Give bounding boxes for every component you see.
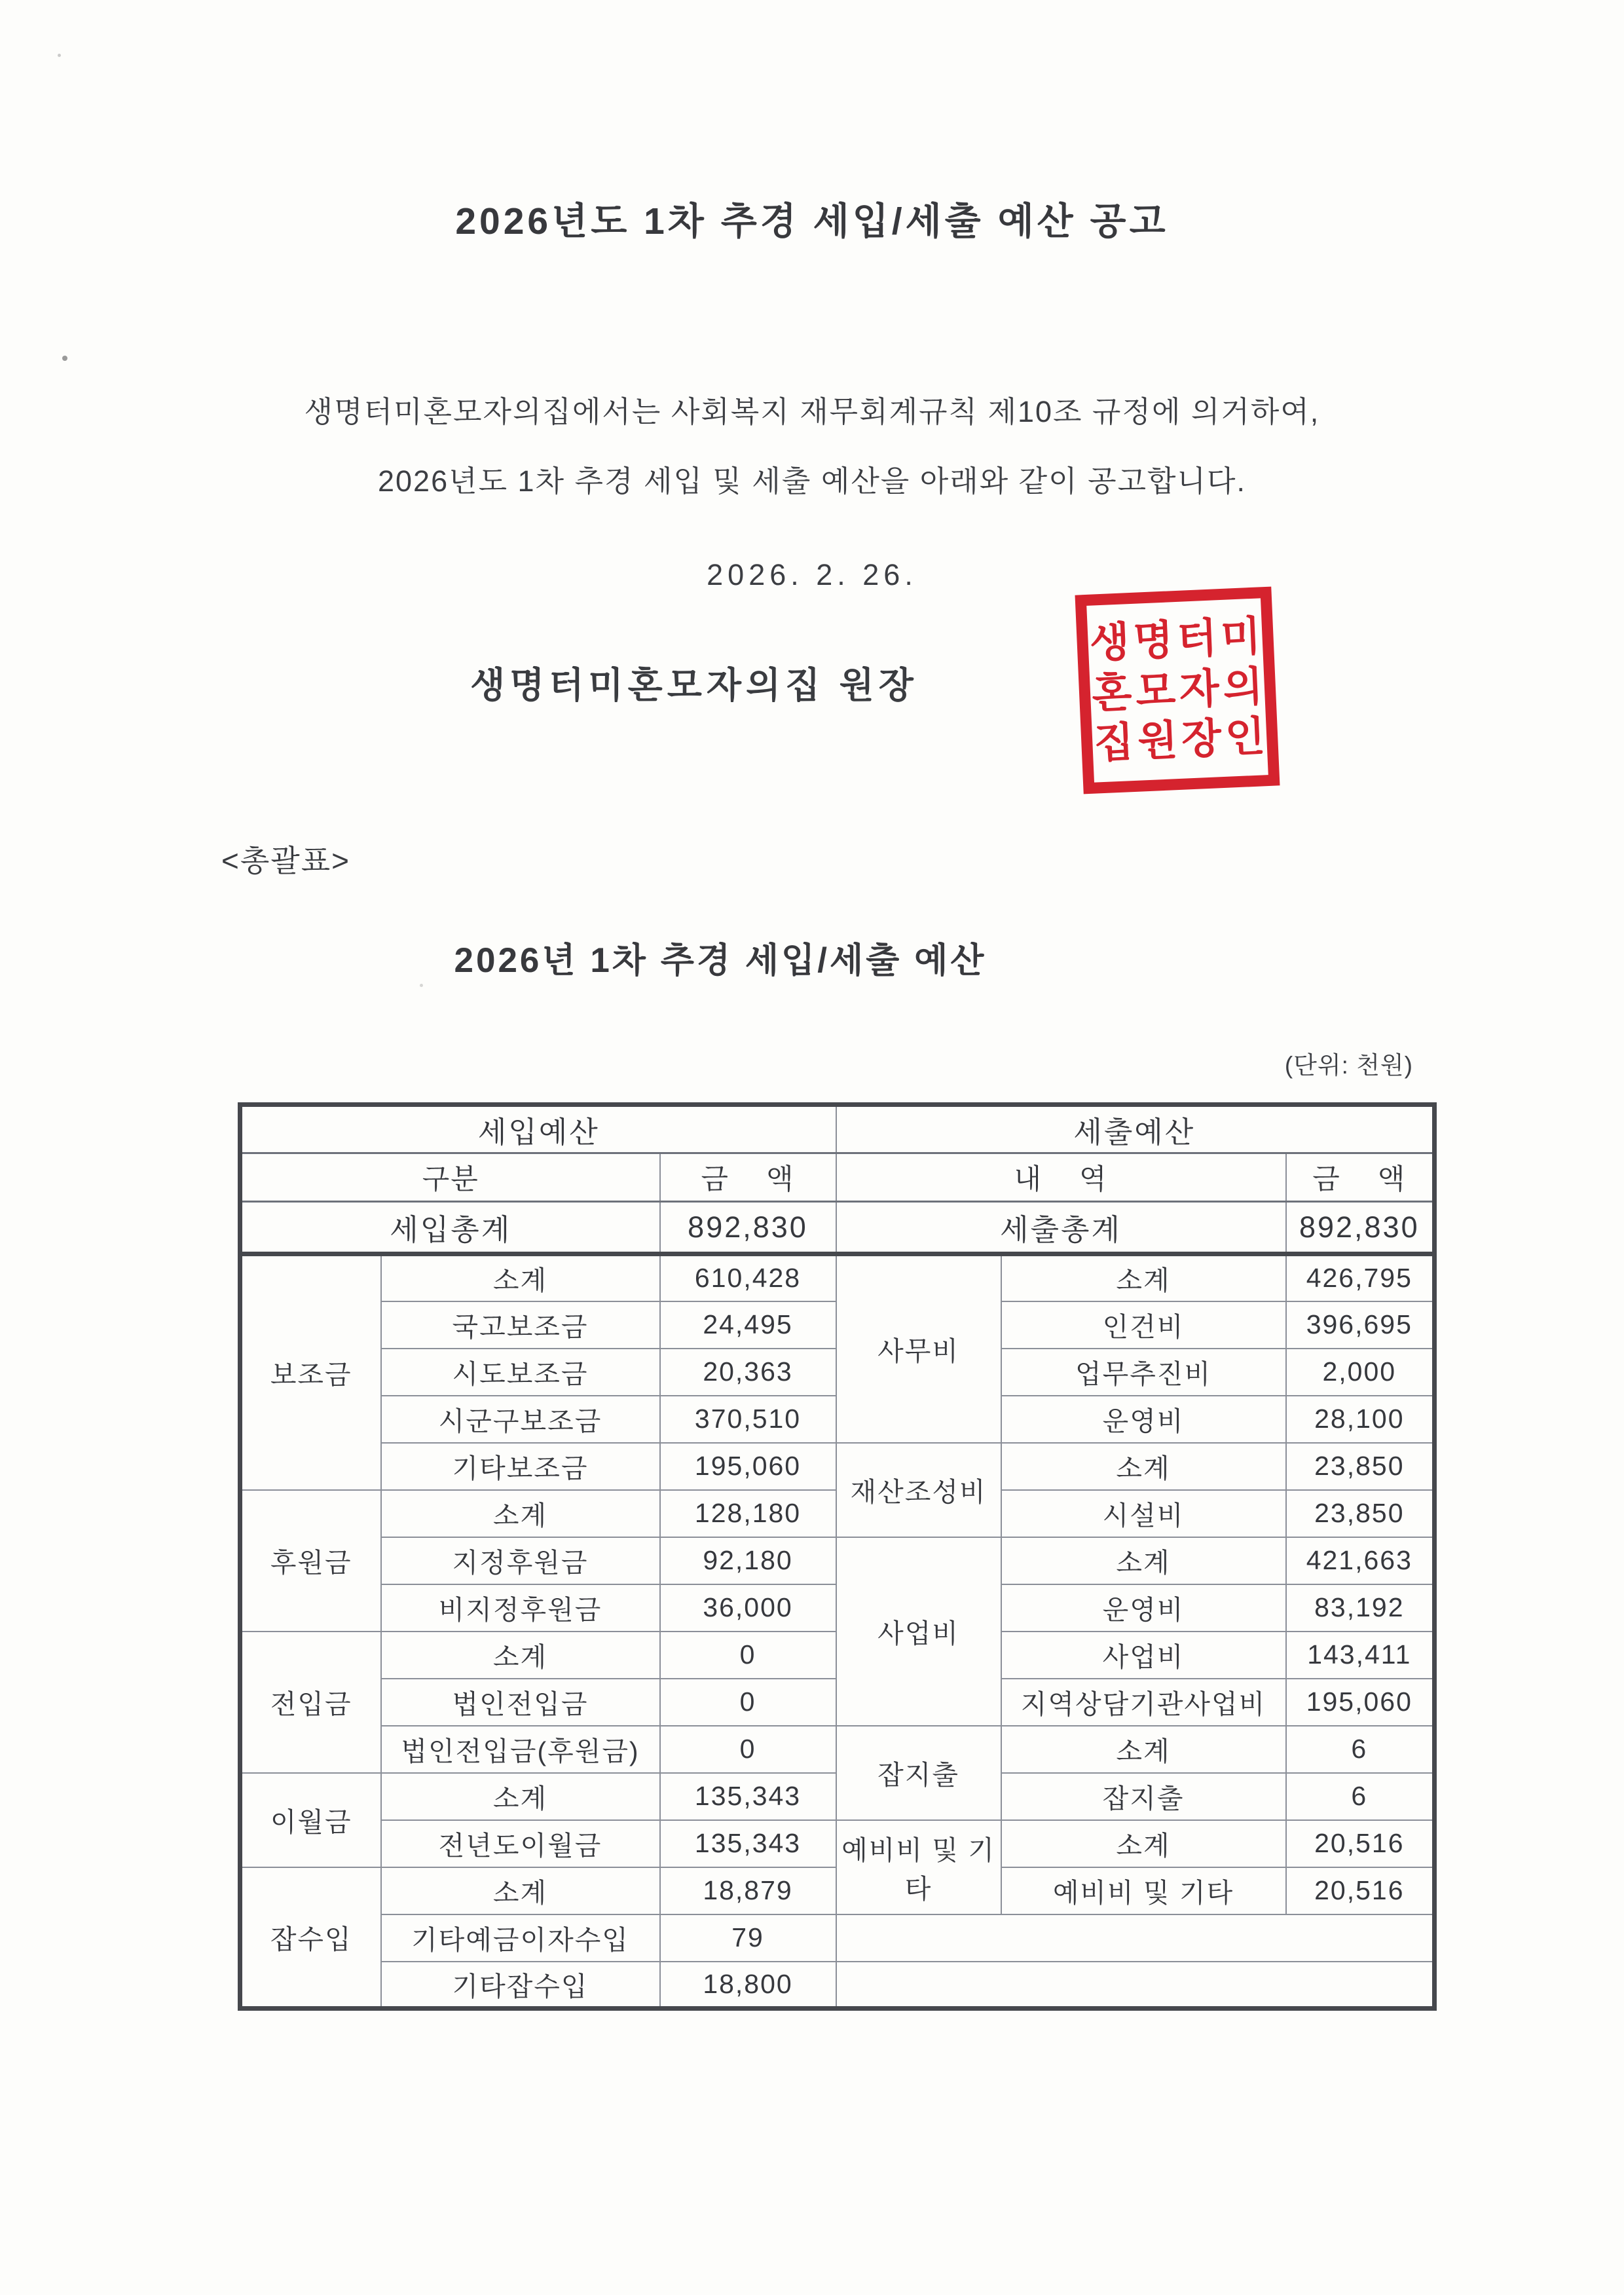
- expense-amount-cell: 421,663: [1286, 1537, 1435, 1584]
- revenue-amount-cell: 92,180: [660, 1537, 836, 1584]
- revenue-category-header: 구분: [240, 1153, 660, 1202]
- revenue-total-value: 892,830: [660, 1202, 836, 1254]
- expense-item-cell: 소계: [1001, 1820, 1286, 1867]
- revenue-item-cell: 전년도이월금: [381, 1820, 660, 1867]
- revenue-amount-cell: 79: [660, 1914, 836, 1962]
- expense-item-cell: 잡지출: [1001, 1773, 1286, 1820]
- revenue-item-cell: 국고보조금: [381, 1301, 660, 1349]
- expense-empty-cell: [836, 1962, 1435, 2009]
- table-row: [240, 1537, 1435, 1584]
- revenue-amount-cell: 0: [660, 1726, 836, 1773]
- revenue-amount-header: 금 액: [660, 1153, 836, 1202]
- signature-line: 생명터미혼모자의집 원장: [470, 665, 918, 705]
- revenue-amount-cell: 128,180: [660, 1490, 836, 1537]
- expense-amount-cell: 426,795: [1286, 1254, 1435, 1301]
- expense-item-cell: 지역상담기관사업비: [1001, 1679, 1286, 1726]
- revenue-item-cell: 시도보조금: [381, 1349, 660, 1396]
- expense-item-cell: 소계: [1001, 1254, 1286, 1301]
- expense-group-cell: 재산조성비: [836, 1443, 1001, 1537]
- revenue-group-cell: 보조금: [240, 1254, 381, 1490]
- expense-item-cell: 시설비: [1001, 1490, 1286, 1537]
- official-seal-stamp: [1075, 587, 1280, 794]
- revenue-amount-cell: 135,343: [660, 1773, 836, 1820]
- stamp-text-row: 생명터미: [1088, 613, 1266, 667]
- table-title: 2026년 1차 추경 세입/세출 예산: [454, 941, 987, 980]
- expense-amount-cell: 6: [1286, 1773, 1435, 1820]
- expense-detail-header: 내 역: [836, 1153, 1286, 1202]
- expense-item-cell: 운영비: [1001, 1396, 1286, 1443]
- table-row: [240, 1726, 1435, 1773]
- revenue-amount-cell: 610,428: [660, 1254, 836, 1301]
- revenue-group-cell: 이월금: [240, 1773, 381, 1867]
- table-row: [240, 1962, 1435, 2009]
- revenue-amount-cell: 20,363: [660, 1349, 836, 1396]
- scan-speck: [420, 984, 423, 987]
- expense-amount-cell: 23,850: [1286, 1490, 1435, 1537]
- revenue-amount-cell: 0: [660, 1632, 836, 1679]
- table-row: [240, 1914, 1435, 1962]
- revenue-amount-cell: 195,060: [660, 1443, 836, 1490]
- expense-empty-cell: [836, 1914, 1435, 1962]
- expense-section-header: 세출예산: [836, 1105, 1435, 1153]
- stamp-text-row: 집원장인: [1093, 713, 1270, 767]
- revenue-group-cell: 전입금: [240, 1632, 381, 1773]
- expense-amount-cell: 20,516: [1286, 1867, 1435, 1914]
- revenue-item-cell: 소계: [381, 1632, 660, 1679]
- unit-label: (단위: 천원): [1284, 1052, 1413, 1079]
- expense-item-cell: 업무추진비: [1001, 1349, 1286, 1396]
- revenue-item-cell: 소계: [381, 1867, 660, 1914]
- revenue-total-label: 세입총계: [240, 1202, 660, 1254]
- expense-item-cell: 운영비: [1001, 1584, 1286, 1632]
- revenue-section-header: 세입예산: [240, 1105, 836, 1153]
- revenue-amount-cell: 135,343: [660, 1820, 836, 1867]
- revenue-amount-cell: 370,510: [660, 1396, 836, 1443]
- revenue-item-cell: 기타보조금: [381, 1443, 660, 1490]
- expense-item-cell: 소계: [1001, 1537, 1286, 1584]
- expense-amount-header: 금 액: [1286, 1153, 1435, 1202]
- expense-group-cell: 예비비 및 기타: [836, 1820, 1001, 1914]
- summary-section-label: <총괄표>: [221, 844, 351, 878]
- expense-group-cell: 사무비: [836, 1254, 1001, 1443]
- revenue-item-cell: 소계: [381, 1773, 660, 1820]
- expense-item-cell: 예비비 및 기타: [1001, 1867, 1286, 1914]
- body-paragraph-line-1: 생명터미혼모자의집에서는 사회복지 재무회계규칙 제10조 규정에 의거하여,: [304, 395, 1320, 428]
- expense-amount-cell: 20,516: [1286, 1820, 1435, 1867]
- table-row: [240, 1443, 1435, 1490]
- table-row: [240, 1254, 1435, 1301]
- revenue-item-cell: 기타잡수입: [381, 1962, 660, 2009]
- expense-total-label: 세출총계: [836, 1202, 1286, 1254]
- expense-amount-cell: 23,850: [1286, 1443, 1435, 1490]
- revenue-amount-cell: 36,000: [660, 1584, 836, 1632]
- expense-amount-cell: 28,100: [1286, 1396, 1435, 1443]
- revenue-amount-cell: 0: [660, 1679, 836, 1726]
- expense-item-cell: 인건비: [1001, 1301, 1286, 1349]
- revenue-item-cell: 소계: [381, 1490, 660, 1537]
- revenue-group-cell: 후원금: [240, 1490, 381, 1632]
- expense-group-cell: 잡지출: [836, 1726, 1001, 1820]
- expense-group-cell: 사업비: [836, 1537, 1001, 1726]
- expense-amount-cell: 143,411: [1286, 1632, 1435, 1679]
- revenue-item-cell: 소계: [381, 1254, 660, 1301]
- expense-item-cell: 소계: [1001, 1443, 1286, 1490]
- scan-speck: [58, 54, 61, 57]
- expense-item-cell: 소계: [1001, 1726, 1286, 1773]
- budget-summary-table: [238, 1102, 1437, 2011]
- table-row: [240, 1820, 1435, 1867]
- expense-amount-cell: 195,060: [1286, 1679, 1435, 1726]
- revenue-group-cell: 잡수입: [240, 1867, 381, 2009]
- scan-speck: [62, 356, 67, 361]
- announcement-date: 2026. 2. 26.: [707, 558, 917, 591]
- expense-amount-cell: 396,695: [1286, 1301, 1435, 1349]
- revenue-amount-cell: 18,800: [660, 1962, 836, 2009]
- totals-row: [240, 1202, 1435, 1254]
- body-paragraph-line-2: 2026년도 1차 추경 세입 및 세출 예산을 아래와 같이 공고합니다.: [378, 464, 1246, 498]
- expense-amount-cell: 83,192: [1286, 1584, 1435, 1632]
- expense-total-value: 892,830: [1286, 1202, 1435, 1254]
- expense-amount-cell: 2,000: [1286, 1349, 1435, 1396]
- revenue-item-cell: 법인전입금(후원금): [381, 1726, 660, 1773]
- expense-amount-cell: 6: [1286, 1726, 1435, 1773]
- document-title: 2026년도 1차 추경 세입/세출 예산 공고: [455, 200, 1169, 242]
- table-header-row-1: [240, 1105, 1435, 1153]
- revenue-item-cell: 법인전입금: [381, 1679, 660, 1726]
- revenue-item-cell: 기타예금이자수입: [381, 1914, 660, 1962]
- revenue-item-cell: 비지정후원금: [381, 1584, 660, 1632]
- expense-item-cell: 사업비: [1001, 1632, 1286, 1679]
- stamp-text-row: 혼모자의: [1090, 663, 1268, 717]
- revenue-amount-cell: 18,879: [660, 1867, 836, 1914]
- table-header-row-2: [240, 1153, 1435, 1202]
- revenue-item-cell: 시군구보조금: [381, 1396, 660, 1443]
- revenue-item-cell: 지정후원금: [381, 1537, 660, 1584]
- revenue-amount-cell: 24,495: [660, 1301, 836, 1349]
